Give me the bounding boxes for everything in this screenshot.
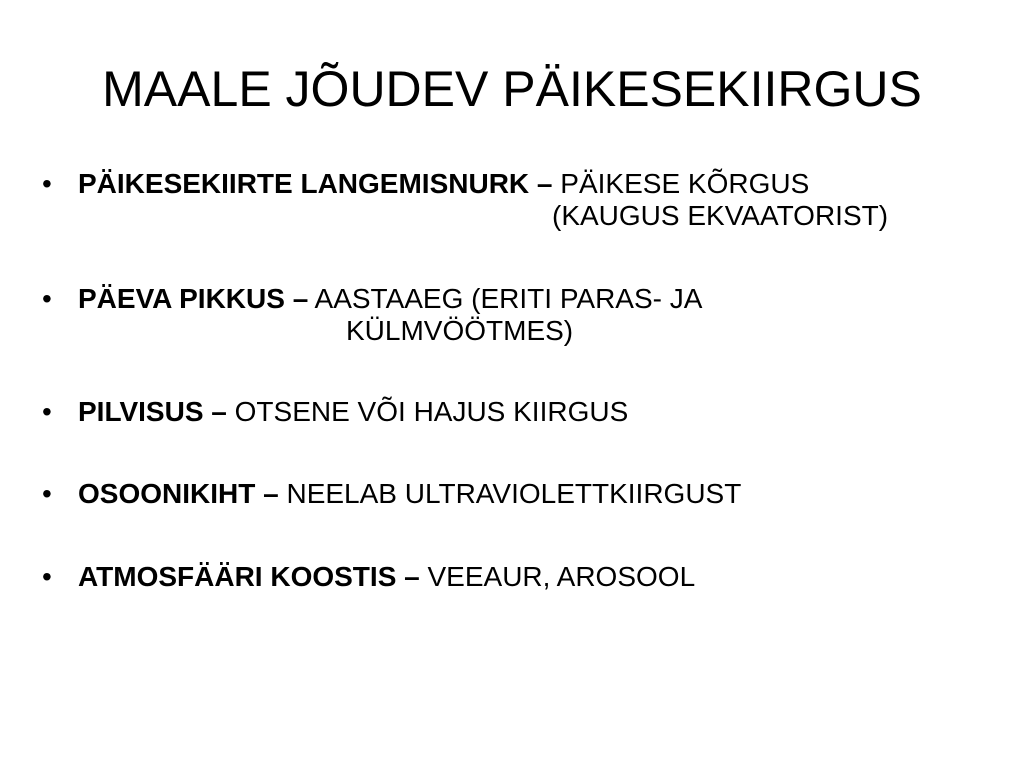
bullet-dot: • — [42, 168, 52, 199]
bullet-line — [78, 283, 702, 315]
bullet-text: OTSENE VÕI HAJUS KIIRGUS — [226, 396, 629, 427]
bullet-text-continuation: KÜLMVÖÖTMES) — [346, 315, 574, 346]
slide-title: MAALE JÕUDEV PÄIKESEKIIRGUS — [102, 60, 922, 117]
bullet-dot: • — [42, 561, 52, 592]
bullet-text: NEELAB ULTRAVIOLETTKIIRGUST — [278, 478, 742, 509]
bullet-term: PILVISUS – — [78, 396, 227, 427]
bullet-term: PÄEVA PIKKUS – — [78, 283, 309, 314]
bullet-line — [78, 478, 741, 510]
bullet-term: PÄIKESEKIIRTE LANGEMISNURK – — [78, 168, 553, 199]
bullet-line — [78, 168, 809, 200]
bullet-text: PÄIKESE KÕRGUS — [552, 168, 810, 199]
bullet-text: VEEAUR, AROSOOL — [419, 561, 696, 592]
bullet-text-continuation: (KAUGUS EKVAATORIST) — [552, 200, 889, 231]
bullet-line — [78, 396, 628, 428]
bullet-term: OSOONIKIHT – — [78, 478, 279, 509]
bullet-dot: • — [42, 283, 52, 314]
bullet-term: ATMOSFÄÄRI KOOSTIS – — [78, 561, 420, 592]
bullet-dot: • — [42, 396, 52, 427]
bullet-dot: • — [42, 478, 52, 509]
bullet-line — [78, 561, 695, 593]
bullet-text: AASTAAEG (ERITI PARAS- JA — [308, 283, 703, 314]
